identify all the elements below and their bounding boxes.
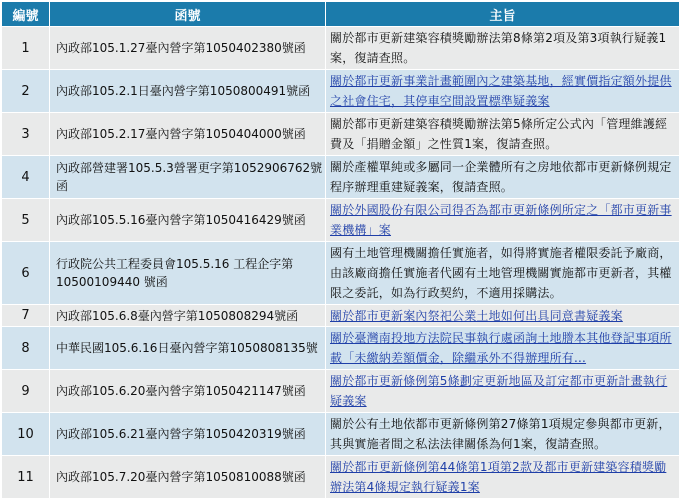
- row-document: 內政部105.7.20臺內營字第1050810088號函: [50, 456, 326, 499]
- row-document: 內政部105.2.1日臺內營字第1050800491號函: [50, 70, 326, 113]
- table-row: [2, 242, 680, 305]
- row-subject: 關於都市更新建築容積獎勵辦法第5條所定公式內「管理維護經費及「捐贈金額」之性質1案，復請查照。: [326, 113, 680, 156]
- row-number: 8: [2, 327, 50, 370]
- table-row: [2, 370, 680, 413]
- table-row: [2, 199, 680, 242]
- table-row: [2, 70, 680, 113]
- row-document: 內政部105.6.8臺內營字第1050808294號函: [50, 305, 326, 327]
- row-document: 中華民國105.6.16日臺內營字第1050808135號: [50, 327, 326, 370]
- header-subject: 主旨: [326, 2, 680, 27]
- table-row: [2, 305, 680, 327]
- row-subject: 關於產權單純或多屬同一企業體所有之房地依都市更新條例規定程序辦理重建疑義案，復請查照。: [326, 156, 680, 199]
- table-row: [2, 113, 680, 156]
- row-document: 內政部105.1.27臺內營字第1050402380號函: [50, 27, 326, 70]
- row-document: 內政部105.5.16臺內營字第1050416429號函: [50, 199, 326, 242]
- row-number: 5: [2, 199, 50, 242]
- row-number: 9: [2, 370, 50, 413]
- row-subject-link[interactable]: 關於都市更新條例第5條劃定更新地區及訂定都市更新計畫執行疑義案: [326, 370, 680, 413]
- row-document: 行政院公共工程委員會105.5.16 工程企字第10500109440 號函: [50, 242, 326, 305]
- row-subject: 國有土地管理機關擔任實施者，如得將實施者權限委託予廠商，由該廠商擔任實施者代國有土地管理機關實施都市更新者，其權限之委託，如為行政契約，不適用採購法。: [326, 242, 680, 305]
- row-subject-link[interactable]: 關於臺灣南投地方法院民事執行處函詢土地謄本其他登記事項所載「未繳納差額價金，除繼承外不得辦理所有...: [326, 327, 680, 370]
- row-subject-link[interactable]: 關於都市更新事業計畫範圍內之建築基地，經實價指定額外提供之社會住宅，其停車空間設置標準疑義案: [326, 70, 680, 113]
- table-row: [2, 327, 680, 370]
- table-row: [2, 413, 680, 456]
- row-document: 內政部105.6.20臺內營字第1050421147號函: [50, 370, 326, 413]
- row-subject: 關於公有土地依都市更新條例第27條第1項規定參與都市更新，其與實施者間之私法法律關係為何1案，復請查照。: [326, 413, 680, 456]
- row-subject-link[interactable]: 關於都市更新案內祭祀公業土地如何出具同意書疑義案: [326, 305, 680, 327]
- header-number: 編號: [2, 2, 50, 27]
- row-number: 11: [2, 456, 50, 499]
- row-number: 4: [2, 156, 50, 199]
- row-number: 10: [2, 413, 50, 456]
- row-document: 內政部105.6.21臺內營字第1050420319號函: [50, 413, 326, 456]
- row-document: 內政部營建署105.5.3營署更字第1052906762號函: [50, 156, 326, 199]
- row-number: 1: [2, 27, 50, 70]
- row-subject-link[interactable]: 關於外國股份有限公司得否為都市更新條例所定之「都市更新事業機構」案: [326, 199, 680, 242]
- row-number: 3: [2, 113, 50, 156]
- row-number: 6: [2, 242, 50, 305]
- row-number: 7: [2, 305, 50, 327]
- header-row: [2, 2, 680, 27]
- table-row: [2, 456, 680, 499]
- interpretations-table: [1, 1, 680, 499]
- row-subject: 關於都市更新建築容積獎勵辦法第8條第2項及第3項執行疑義1案，復請查照。: [326, 27, 680, 70]
- row-number: 2: [2, 70, 50, 113]
- header-document: 函號: [50, 2, 326, 27]
- row-subject-link[interactable]: 關於都市更新條例第44條第1項第2款及都市更新建築容積獎勵辦法第4條規定執行疑義1案: [326, 456, 680, 499]
- table-row: [2, 27, 680, 70]
- row-document: 內政部105.2.17臺內營字第1050404000號函: [50, 113, 326, 156]
- table-row: [2, 156, 680, 199]
